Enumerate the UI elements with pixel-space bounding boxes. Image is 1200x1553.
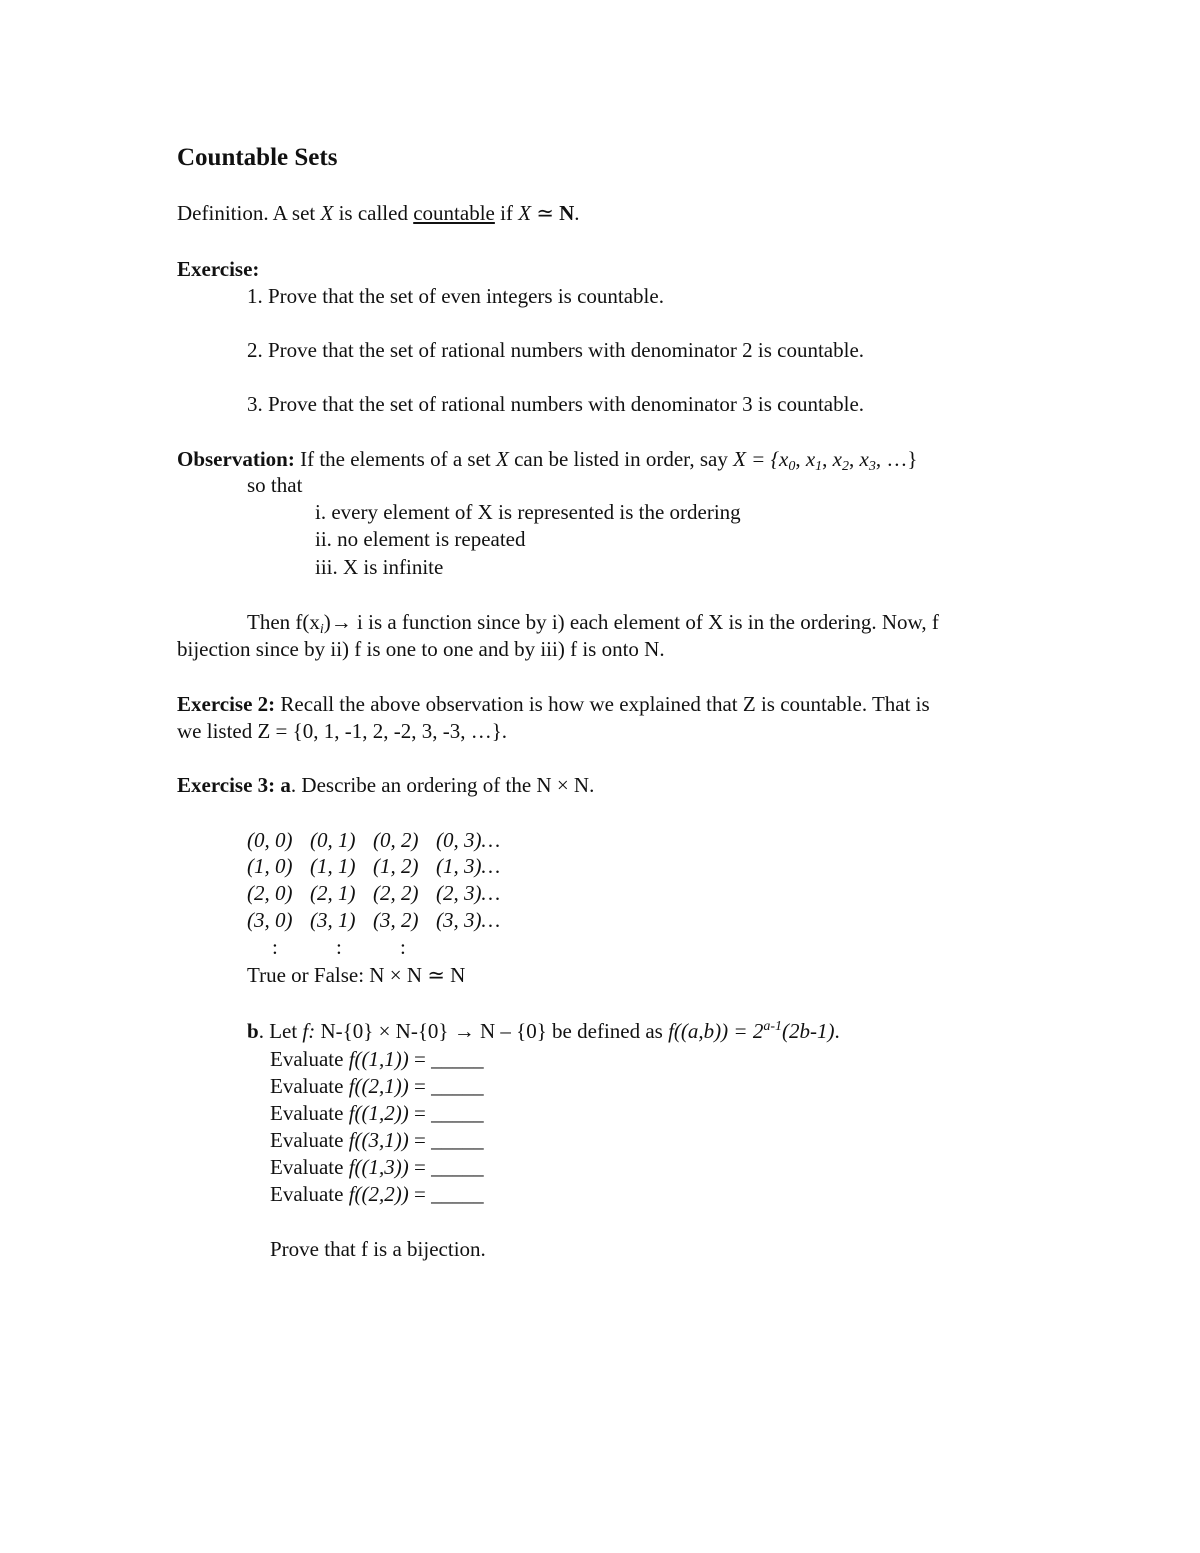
prove-line: Prove that f is a bijection. — [270, 1237, 486, 1261]
condition-iii: iii. X is infinite — [315, 555, 444, 579]
then-line-2: bijection since by ii) f is one to one and by iii) f is onto N. — [177, 637, 665, 661]
evaluate-label: Evaluate — [270, 1047, 349, 1071]
evaluate-expr: f((1,1)) — [348, 1047, 409, 1071]
grid-cell: (1, 2) — [373, 854, 419, 878]
grid-row-1 — [247, 853, 499, 880]
observation-elem: x — [859, 447, 869, 471]
then-text2: )→ i is a function since by i) each element of X is in the ordering. Now, f — [323, 610, 939, 634]
evaluate-expr: f((2,1)) — [348, 1074, 409, 1098]
vdots: : — [400, 935, 406, 959]
observation-sub: 2 — [841, 459, 849, 474]
definition-mid: is called — [333, 201, 414, 225]
definition-set: N — [559, 201, 575, 225]
observation-tail: …} — [881, 447, 918, 471]
evaluate-line — [270, 1046, 484, 1073]
definition-mid2: if — [494, 201, 519, 225]
exercise2-line-2: we listed Z = {0, 1, -1, 2, -2, 3, -3, …}. — [177, 719, 508, 743]
observation-so-that: so that — [247, 473, 303, 497]
exercise-item-1: 1. Prove that the set of even integers is countable. — [247, 284, 664, 308]
condition-ii: ii. no element is repeated — [315, 527, 526, 551]
exercise3-label: Exercise 3: — [177, 773, 276, 797]
observation-elem: x — [805, 447, 816, 471]
part-a-text: . Describe an ordering of the N × N. — [290, 773, 595, 797]
part-b-f: f: — [302, 1019, 316, 1043]
observation-text2: can be listed in order, say — [508, 447, 734, 471]
answer-blank: = _____ — [408, 1047, 484, 1071]
grid-cell: (1, 3)… — [436, 854, 501, 878]
answer-blank: = _____ — [408, 1101, 484, 1125]
definition-line — [177, 200, 580, 227]
answer-blank: = _____ — [408, 1074, 484, 1098]
evaluate-expr: f((1,3)) — [348, 1155, 409, 1179]
evaluate-expr: f((2,2)) — [348, 1182, 409, 1206]
exercise2-line-1 — [177, 691, 930, 718]
grid-cell: (0, 0) — [247, 828, 293, 852]
page-title: Countable Sets — [177, 144, 338, 171]
observation-text1: If the elements of a set — [294, 447, 496, 471]
observation-line: Observation: If the elements of a set X can be listed in order, say $X = \{x_0$, $x_1$, $x_2$, $x_3$, …} — [177, 447, 918, 474]
evaluate-expr: f((1,2)) — [348, 1101, 409, 1125]
evaluate-line — [270, 1100, 484, 1127]
grid-cell: (3, 1) — [310, 908, 356, 932]
grid-cell: (2, 3)… — [436, 881, 501, 905]
grid-cell: (0, 3)… — [436, 828, 501, 852]
definition-prefix: Definition. A set — [177, 201, 321, 225]
part-b-label: b — [247, 1019, 259, 1043]
part-b-text1: . Let — [258, 1019, 303, 1043]
grid-cell: (3, 3)… — [436, 908, 501, 932]
evaluate-label: Evaluate — [270, 1155, 349, 1179]
part-a-label: a — [280, 773, 291, 797]
answer-blank: = _____ — [408, 1182, 484, 1206]
observation-sub: 1 — [815, 459, 823, 474]
observation-label: Observation: — [177, 447, 295, 471]
exercise3-line — [177, 772, 594, 799]
part-b-exponent: a-1 — [763, 1019, 782, 1034]
grid-cell: (1, 0) — [247, 854, 293, 878]
grid-cell: (3, 0) — [247, 908, 293, 932]
evaluate-label: Evaluate — [270, 1101, 349, 1125]
exercise-item-2: 2. Prove that the set of rational numbers with denominator 2 is countable. — [247, 338, 865, 362]
definition-end: . — [574, 201, 580, 225]
vdots: : — [336, 935, 342, 959]
part-b-text2: N-{0} × N-{0} → N – {0} be defined as — [315, 1019, 669, 1043]
then-text1: Then f(x — [247, 610, 320, 634]
part-b-line — [247, 1018, 840, 1045]
evaluate-expr: f((3,1)) — [348, 1128, 409, 1152]
observation-elem: x — [779, 447, 789, 471]
true-false-line: True or False: N × N ≃ N — [247, 963, 466, 987]
part-b-end: . — [834, 1019, 840, 1043]
exercise2-label: Exercise 2: — [177, 692, 276, 716]
grid-cell: (0, 2) — [373, 828, 419, 852]
observation-var: X — [496, 447, 509, 471]
evaluate-line — [270, 1181, 484, 1208]
evaluate-line — [270, 1154, 484, 1181]
part-b-definition-2: (2b-1) — [782, 1019, 835, 1043]
grid-row-2 — [247, 880, 499, 907]
grid-cell: (2, 2) — [373, 881, 419, 905]
evaluate-line — [270, 1127, 484, 1154]
grid-cell: (1, 1) — [310, 854, 356, 878]
vdots: : — [272, 935, 278, 959]
grid-vdots — [272, 934, 406, 961]
condition-i: i. every element of X is represented is the ordering — [315, 500, 741, 524]
definition-var: X — [320, 201, 334, 225]
part-b-definition: f((a,b)) = 2 — [668, 1019, 764, 1043]
definition-term: countable — [413, 201, 495, 225]
answer-blank: = _____ — [408, 1155, 484, 1179]
observation-sub: 3 — [868, 459, 876, 474]
observation-elem: x — [832, 447, 842, 471]
observation-set-eq: X = { — [733, 447, 779, 471]
grid-cell: (2, 0) — [247, 881, 293, 905]
exercise2-text: Recall the above observation is how we explained that Z is countable. That is — [275, 692, 930, 716]
grid-cell: (3, 2) — [373, 908, 419, 932]
evaluate-label: Evaluate — [270, 1128, 349, 1152]
definition-relation: ≃ — [531, 201, 560, 225]
grid-row-0 — [247, 827, 499, 854]
exercise-item-3: 3. Prove that the set of rational numbers with denominator 3 is countable. — [247, 392, 865, 416]
evaluate-label: Evaluate — [270, 1182, 349, 1206]
grid-cell: (2, 1) — [310, 881, 356, 905]
grid-row-3 — [247, 907, 499, 934]
evaluate-label: Evaluate — [270, 1074, 349, 1098]
then-sub: i — [319, 622, 324, 637]
observation-sub: 0 — [788, 459, 796, 474]
then-line-1 — [247, 609, 939, 636]
exercise-heading: Exercise: — [177, 257, 260, 281]
grid-cell: (0, 1) — [310, 828, 356, 852]
answer-blank: = _____ — [408, 1128, 484, 1152]
definition-var2: X — [518, 201, 532, 225]
evaluate-line — [270, 1073, 484, 1100]
